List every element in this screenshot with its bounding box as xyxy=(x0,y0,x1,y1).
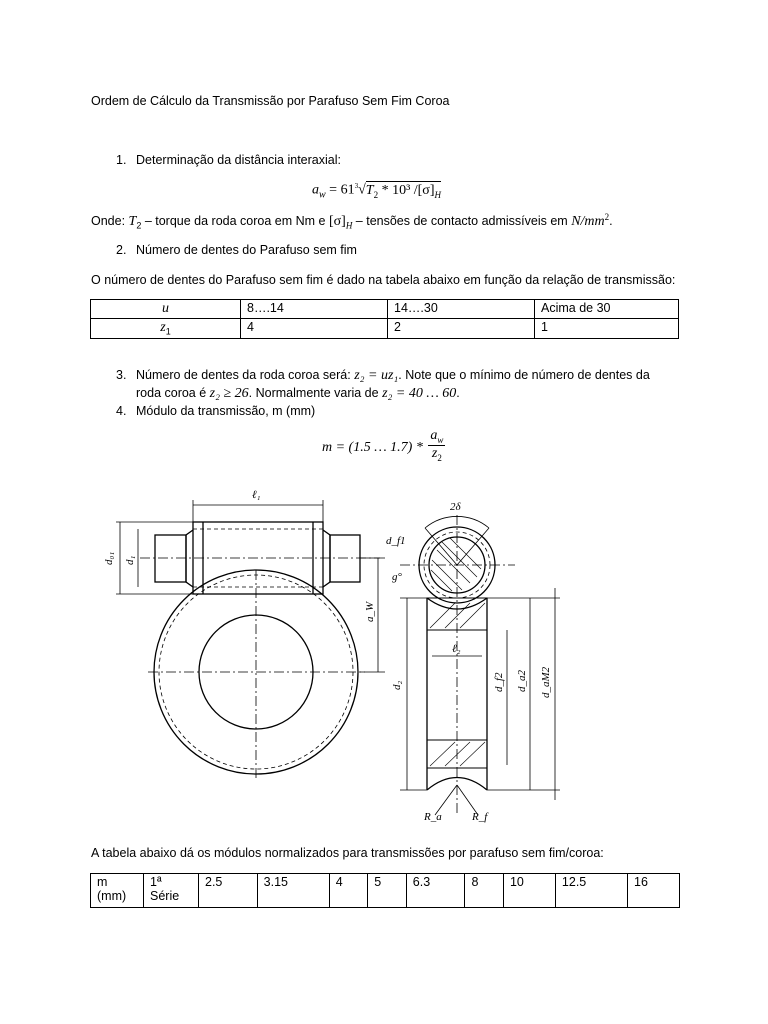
table-cell: 14….30 xyxy=(388,300,535,319)
worm-wheel-outer xyxy=(154,570,358,774)
table-cell: u xyxy=(91,300,241,319)
label-Ra: R_a xyxy=(424,811,442,823)
table-cell: m (mm) xyxy=(91,874,144,908)
wheel-section xyxy=(427,598,487,790)
table-cell: 12.5 xyxy=(555,874,627,908)
label-df2: d_f2 xyxy=(493,672,505,692)
label-g: g° xyxy=(392,571,402,583)
table-row xyxy=(91,874,680,908)
worm-teeth-table xyxy=(90,299,679,339)
worm-shaft-left xyxy=(155,535,186,582)
section-2-number: 2. xyxy=(116,243,127,257)
label-Rf: R_f xyxy=(472,811,488,823)
table-cell: 4 xyxy=(241,319,388,339)
label-da1: d₀₁ xyxy=(103,551,115,565)
label-df1: d_f1 xyxy=(386,535,406,547)
section-3-line2: roda coroa é z₂ ≥ 26. Normalmente varia de z₂ = 40 … 60. xyxy=(136,386,460,401)
worm-shaft-right xyxy=(330,535,360,582)
worm-section-inner xyxy=(429,537,485,593)
onde-definition: Onde: $T_2$ – torque da roda coroa em Nm e $[\sigma]_H$ – tensões de contacto admissíveis em $N/mm^2$. xyxy=(91,212,613,231)
label-daM2: d_aM2 xyxy=(540,666,552,698)
label-da2: d_a2 xyxy=(516,670,528,692)
section-4-number: 4. xyxy=(116,404,127,418)
table-cell: 6.3 xyxy=(406,874,465,908)
formula-interaxial-distance: $a_w = 61^3√T_2 * 10^3$ $/[\sigma]_H$ xyxy=(312,182,442,201)
worm-body xyxy=(193,522,323,594)
table-cell: 2 xyxy=(388,319,535,339)
table-cell: 8….14 xyxy=(241,300,388,319)
table-row xyxy=(91,300,679,319)
section-2-heading: Número de dentes do Parafuso sem fim xyxy=(136,243,357,257)
worm-wheel-bore xyxy=(199,615,313,729)
table-cell: $z_1$ xyxy=(91,319,241,339)
standard-modules-table xyxy=(90,873,680,908)
label-l1: ℓ₁ xyxy=(252,489,261,501)
section-4-heading: Módulo da transmissão, m (mm) xyxy=(136,404,316,418)
table-cell: 5 xyxy=(368,874,407,908)
label-d1: d₁ xyxy=(124,555,136,565)
table-cell: 1ª Série xyxy=(144,874,199,908)
section-3-line1: Número de dentes da roda coroa será: z₂ = uz₁. Note que o mínimo de número de dentes da xyxy=(136,368,650,383)
table-cell: 16 xyxy=(628,874,680,908)
table-cell: 2.5 xyxy=(199,874,258,908)
label-l2: ℓ₂ xyxy=(452,643,461,655)
formula-module: m = (1.5 … 1.7) * $\frac{a_w}{z_2}$ xyxy=(322,428,444,463)
table-row xyxy=(91,319,679,339)
table-cell: 8 xyxy=(465,874,504,908)
table-cell: Acima de 30 xyxy=(535,300,679,319)
page-title: Ordem de Cálculo da Transmissão por Parafuso Sem Fim Coroa xyxy=(91,94,450,108)
table-cell: 10 xyxy=(503,874,555,908)
modules-paragraph: A tabela abaixo dá os módulos normalizados para transmissões por parafuso sem fim/coroa: xyxy=(91,846,604,860)
table-cell: 3.15 xyxy=(257,874,329,908)
label-aw: a_W xyxy=(364,601,376,622)
table-cell: 4 xyxy=(329,874,368,908)
section-1-number: 1. xyxy=(116,153,127,167)
label-2delta: 2δ xyxy=(450,501,461,513)
section-2-paragraph: O número de dentes do Parafuso sem fim é dado na tabela abaixo em função da relação de transmissão: xyxy=(91,273,676,287)
table-cell: 1 xyxy=(535,319,679,339)
worm-section-outer xyxy=(419,527,495,603)
section-3-number: 3. xyxy=(116,368,127,382)
section-1-heading: Determinação da distância interaxial: xyxy=(136,153,341,167)
label-d2: d₂ xyxy=(391,680,403,690)
